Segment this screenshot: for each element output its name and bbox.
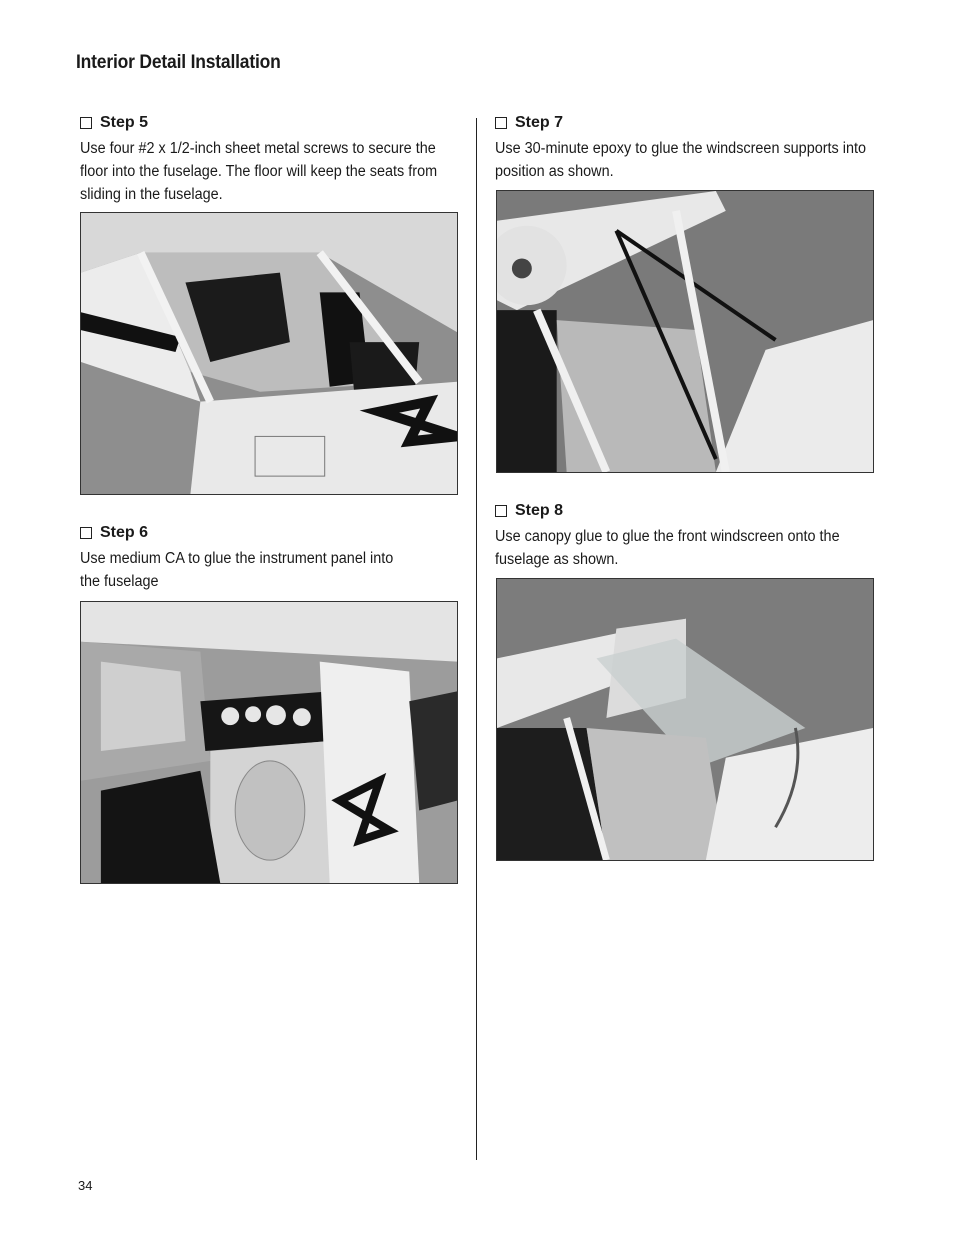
step-7-label: Step 7	[515, 114, 564, 131]
step-6-photo	[80, 601, 458, 884]
step-8-label: Step 8	[515, 502, 564, 519]
step-5-text: Use four #2 x 1/2-inch sheet metal screws to secure the floor into the fuselage. The floor will keep the seats from sliding in the fuselage.	[80, 140, 438, 203]
column-divider	[476, 118, 477, 1160]
page-number: 34	[78, 1178, 93, 1193]
step-5-checkbox[interactable]	[80, 117, 92, 129]
step-6-checkbox[interactable]	[80, 527, 92, 539]
step-8-text: Use canopy glue to glue the front windscreen onto the fuselage as shown.	[495, 528, 840, 568]
step-7	[495, 112, 894, 183]
step-8-checkbox[interactable]	[495, 505, 507, 517]
step-6-label: Step 6	[100, 524, 149, 541]
step-5	[80, 112, 464, 206]
step-6	[80, 522, 417, 593]
step-5-photo	[80, 212, 458, 495]
step-8	[495, 500, 866, 571]
step-7-checkbox[interactable]	[495, 117, 507, 129]
step-5-label: Step 5	[100, 114, 149, 131]
step-7-photo	[496, 190, 874, 473]
section-title: Interior Detail Installation	[76, 52, 281, 73]
step-7-text: Use 30-minute epoxy to glue the windscreen supports into position as shown.	[495, 140, 866, 180]
step-8-photo	[496, 578, 874, 861]
step-6-text: Use medium CA to glue the instrument panel into the fuselage	[80, 550, 394, 590]
